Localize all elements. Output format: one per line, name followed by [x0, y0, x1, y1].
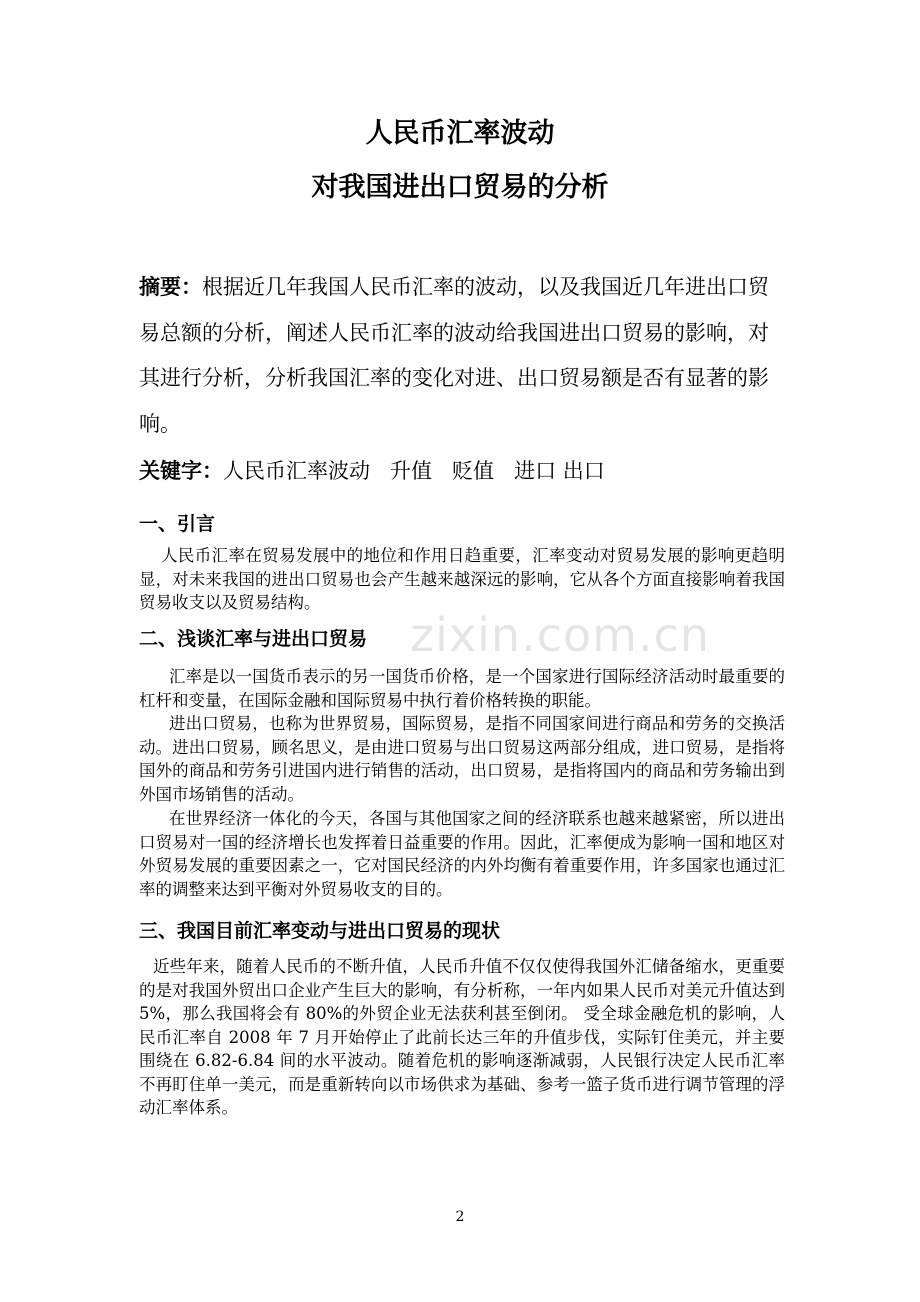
abstract-label: 摘要：: [139, 275, 202, 299]
keywords-line: [139, 454, 799, 488]
section-heading-exchange-rate-trade: 二、浅谈汇率与进出口贸易: [139, 628, 368, 650]
keywords-label: 关键字：: [139, 459, 223, 483]
section-2-paragraph-3: 在世界经济一体化的今天，各国与其他国家之间的经济联系也越来越紧密，所以进出口贸易对一国的经济增长也发挥着日益重要的作用。因此，汇率便成为影响一国和地区对外贸易发展的重要因素之一，它对国民经济的内外均衡有着重要作用，许多国家也通过汇率的调整来达到平衡对外贸易收支的目的。: [139, 809, 785, 899]
section-2-paragraph-2: 进出口贸易，也称为世界贸易，国际贸易，是指不同国家间进行商品和劳务的交换活动。进出口贸易，顾名思义，是由进口贸易与出口贸易这两部分组成，进口贸易，是指将国外的商品和劳务引进国内进行销售的活动，出口贸易，是指将国内的商品和劳务输出到外国市场销售的活动。: [139, 714, 785, 804]
abstract-paragraph: [139, 265, 787, 447]
abstract-text: 根据近几年我国人民币汇率的波动，以及我国近几年进出口贸易总额的分析，阐述人民币汇率的波动给我国进出口贸易的影响，对其进行分析，分析我国汇率的变化对进、出口贸易额是否有显著的影响。: [139, 275, 769, 436]
keywords-text: 人民币汇率波动 升值 贬值 进口 出口: [223, 459, 605, 483]
document-title-line2: 对我国进出口贸易的分析: [311, 172, 609, 203]
section-heading-current-status: 三、我国目前汇率变动与进出口贸易的现状: [139, 920, 501, 942]
section-1-paragraph: 人民币汇率在贸易发展中的地位和作用日趋重要，汇率变动对贸易发展的影响更趋明显，对未来我国的进出口贸易也会产生越来越深远的影响，它从各个方面直接影响着我国贸易收支以及贸易结构。: [139, 546, 785, 612]
section-3-paragraph: 近些年来，随着人民币的不断升值，人民币升值不仅仅使得我国外汇储备缩水，更重要的是对我国外贸出口企业产生巨大的影响，有分析称，一年内如果人民币对美元升值达到 5%，那么我国将会有 80%的外贸企业无法获利甚至倒闭。 受全球金融危机的影响，人民币汇率自 2008 年 7 月开始停止了此前长达三年的升值步伐，实际钉住美元，并主要围绕在 6.82-6.84 间的水平波动。随着危机的影响逐渐减弱，人民银行决定人民币汇率不再盯住单一美元，而是重新转向以市场供求为基础、参考一篮子货币进行调节管理的浮动汇率体系。: [139, 957, 785, 1117]
document-title-line1: 人民币汇率波动: [365, 118, 555, 149]
section-heading-introduction: 一、引言: [139, 513, 216, 535]
section-2-paragraph-1: 汇率是以一国货币表示的另一国货币价格，是一个国家进行国际经济活动时最重要的杠杆和变量，在国际金融和国际贸易中执行着价格转换的职能。: [139, 667, 785, 710]
page-number: 2: [455, 1209, 465, 1225]
site-watermark: zixin.com.cn: [410, 608, 711, 662]
